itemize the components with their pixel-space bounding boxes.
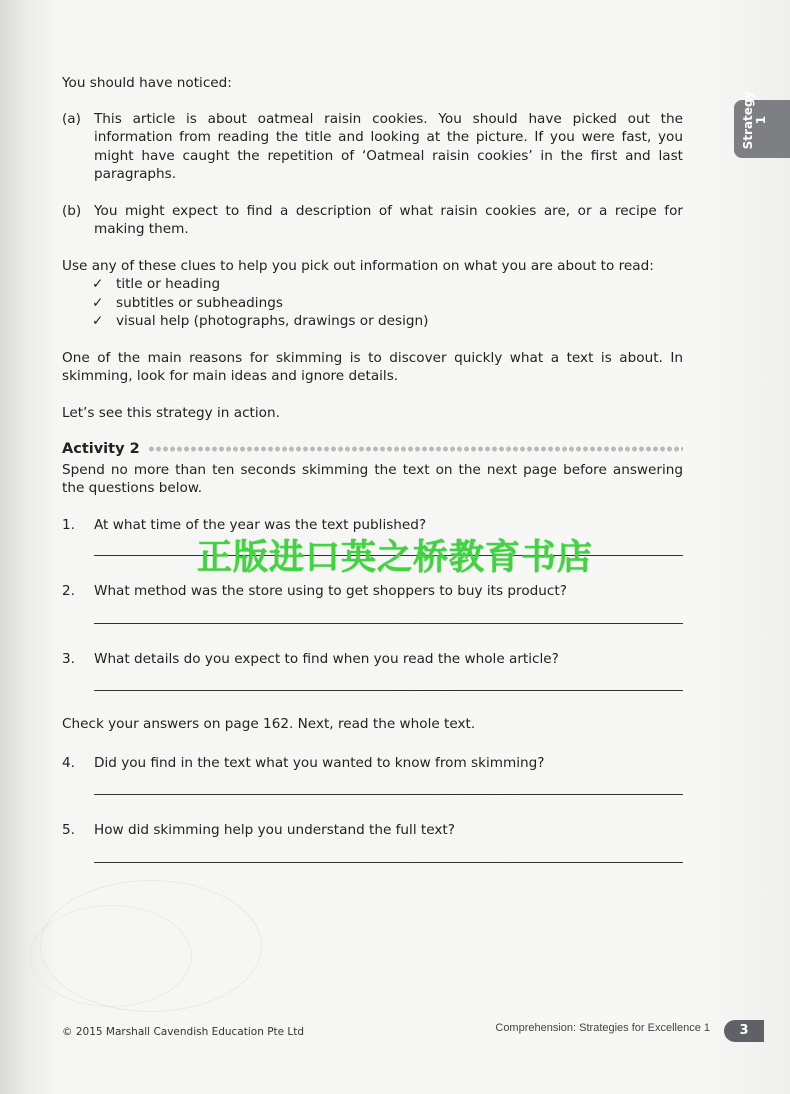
question-2 — [62, 582, 683, 601]
note-text: You might expect to find a description of what raisin cookies are, or a recipe for making them. — [94, 202, 683, 237]
activity-heading — [62, 440, 683, 459]
question-text: Did you find in the text what you wanted to know from skimming? — [94, 754, 545, 771]
question-5 — [62, 821, 683, 840]
clue-text: title or heading — [116, 276, 221, 292]
check-icon: ✓ — [92, 313, 104, 329]
answer-line-2[interactable] — [94, 623, 683, 624]
shop-watermark: 正版进口英之桥教育书店 — [196, 538, 593, 578]
note-marker: (b) — [62, 202, 82, 219]
clues-intro: Use any of these clues to help you pick out information on what you are about to read: — [62, 257, 654, 274]
clue-text: visual help (photographs, drawings or design) — [116, 313, 429, 329]
question-number: 2. — [62, 583, 75, 599]
clue-item — [92, 294, 683, 313]
question-number: 1. — [62, 516, 75, 533]
question-text: What method was the store using to get shoppers to buy its product? — [94, 583, 567, 599]
clues-list — [92, 275, 683, 331]
question-3 — [62, 650, 683, 669]
question-number: 5. — [62, 822, 75, 838]
question-text: At what time of the year was the text published? — [94, 516, 427, 533]
strategy-tab-line2: 1 — [754, 115, 768, 125]
book-title: Comprehension: Strategies for Excellence 1 — [495, 1022, 710, 1034]
answer-line-4[interactable] — [94, 794, 683, 795]
check-icon: ✓ — [92, 276, 104, 292]
clue-item — [92, 275, 683, 294]
note-b — [62, 202, 683, 239]
clue-item — [92, 312, 683, 331]
strategy-tab-line1: Strategy — [741, 90, 755, 150]
dotted-rule — [148, 446, 683, 452]
strategy-tab-label — [742, 90, 768, 150]
note-text: This article is about oatmeal raisin cookies. You should have picked out the information from reading the title and looking at the picture. If you were fast, you might have caught the repetition of ‘Oatmeal raisin cookies’ in the first and last paragraphs. — [94, 110, 683, 182]
activity-instructions: Spend no more than ten seconds skimming the text on the next page before answering the questions below. — [62, 461, 683, 496]
question-text: What details do you expect to find when you read the whole article? — [94, 650, 559, 667]
note-marker: (a) — [62, 110, 81, 127]
question-text: How did skimming help you understand the full text? — [94, 822, 455, 838]
note-a — [62, 110, 683, 184]
check-answers-paragraph: Check your answers on page 162. Next, read the whole text. — [62, 716, 476, 732]
skimming-paragraph: One of the main reasons for skimming is to discover quickly what a text is about. In skimming, look for main ideas and ignore details. — [62, 349, 683, 384]
intro-text: You should have noticed: — [62, 75, 232, 91]
answer-line-5[interactable] — [94, 862, 683, 863]
activity-title: Activity 2 — [62, 441, 140, 457]
check-icon: ✓ — [92, 294, 104, 311]
question-number: 3. — [62, 650, 75, 667]
page-number-badge: 3 — [724, 1020, 764, 1042]
question-number: 4. — [62, 754, 75, 771]
main-content — [62, 74, 683, 863]
strategy-paragraph: Let’s see this strategy in action. — [62, 404, 280, 421]
answer-line-3[interactable] — [94, 690, 683, 691]
decorative-swirl — [30, 905, 192, 1007]
question-4 — [62, 754, 683, 773]
clue-text: subtitles or subheadings — [116, 294, 283, 311]
copyright-notice: © 2015 Marshall Cavendish Education Pte Ltd — [62, 1026, 305, 1038]
